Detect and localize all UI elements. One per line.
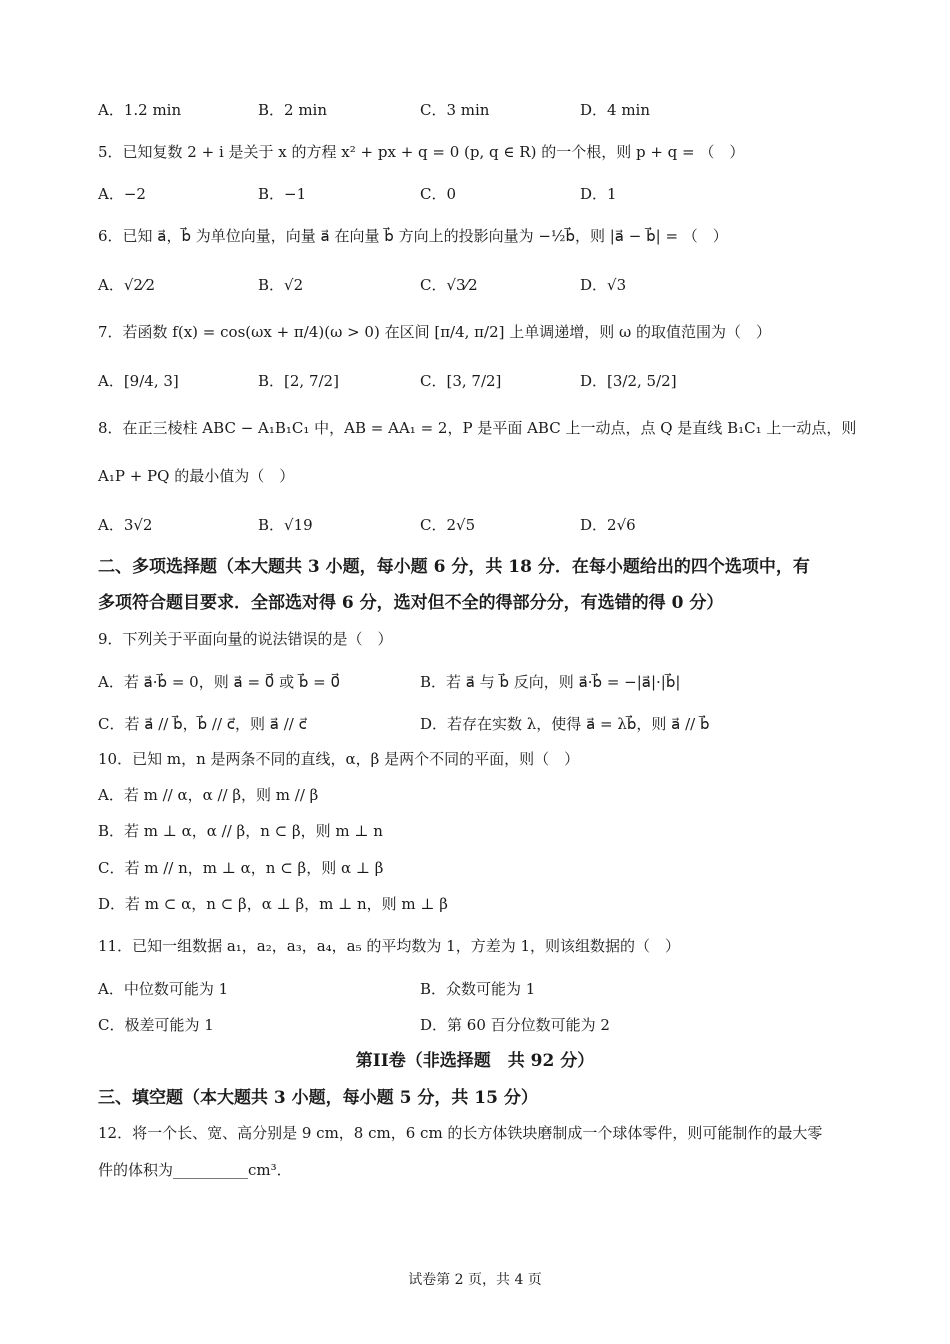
page-footer: 试卷第 2 页，共 4 页 (408, 1272, 542, 1288)
q10-option-b: B．若 m ⊥ α，α // β，n ⊂ β，则 m ⊥ n (98, 822, 383, 840)
q6-option-d: D．√3 (580, 276, 627, 294)
q9-option-a: A．若 a⃗·b⃗ = 0，则 a⃗ = 0⃗ 或 b⃗ = 0⃗ (98, 673, 341, 691)
q8-option-d: D．2√6 (580, 516, 636, 534)
q6-option-b: B．√2 (258, 276, 304, 294)
q10-option-c: C．若 m // n，m ⊥ α，n ⊂ β，则 α ⊥ β (98, 859, 384, 877)
q10-stem: 10．已知 m，n 是两条不同的直线，α，β 是两个不同的平面，则（ ） (98, 750, 580, 768)
q10-option-a: A．若 m // α，α // β，则 m // β (98, 786, 319, 804)
q7-stem: 7．若函数 f(x) = cos(ωx + π/4)(ω > 0) 在区间 [π/4, π/2] 上单调递增，则 ω 的取值范围为（ ） (98, 323, 772, 341)
q9-option-c: C．若 a⃗ // b⃗，b⃗ // c⃗，则 a⃗ // c⃗ (98, 715, 307, 733)
q10-option-d: D．若 m ⊂ α，n ⊂ β，α ⊥ β，m ⊥ n，则 m ⊥ β (98, 895, 448, 913)
q5-option-a: A．−2 (98, 185, 146, 203)
q11-stem: 11．已知一组数据 a₁，a₂，a₃，a₄，a₅ 的平均数为 1，方差为 1，则该组数据的（ ） (98, 937, 681, 955)
q6-stem: 6．已知 a⃗，b⃗ 为单位向量，向量 a⃗ 在向量 b⃗ 方向上的投影向量为 −½b⃗，则 |a⃗ − b⃗| = （ ） (98, 227, 728, 245)
section2-heading: 二、多项选择题（本大题共 3 小题，每小题 6 分，共 18 分．在每小题给出的四个选项中，有 (98, 557, 810, 577)
q9-option-d: D．若存在实数 λ，使得 a⃗ = λb⃗，则 a⃗ // b⃗ (420, 715, 710, 733)
q4-option-a: A．1.2 min (98, 101, 182, 119)
section2-heading-continued: 多项符合题目要求．全部选对得 6 分，选对但不全的得部分分，有选错的得 0 分） (98, 593, 724, 613)
q9-stem: 9．下列关于平面向量的说法错误的是（ ） (98, 630, 393, 648)
q8-stem-continued: A₁P + PQ 的最小值为（ ） (98, 467, 295, 485)
q4-option-d: D．4 min (580, 101, 651, 119)
q6-option-c: C．√3⁄2 (420, 276, 478, 294)
q5-option-c: C．0 (420, 185, 457, 203)
q8-option-b: B．√19 (258, 516, 313, 534)
section3-heading: 三、填空题（本大题共 3 小题，每小题 5 分，共 15 分） (98, 1088, 538, 1108)
q8-option-c: C．2√5 (420, 516, 476, 534)
q12-stem: 12．将一个长、宽、高分别是 9 cm，8 cm，6 cm 的长方体铁块磨制成一个球体零件，则可能制作的最大零 (98, 1124, 823, 1142)
q11-option-d: D．第 60 百分位数可能为 2 (420, 1016, 610, 1034)
q9-option-b: B．若 a⃗ 与 b⃗ 反向，则 a⃗·b⃗ = −|a⃗|·|b⃗| (420, 673, 681, 691)
q7-option-d: D．[3/2, 5/2] (580, 372, 677, 390)
q8-stem: 8．在正三棱柱 ABC − A₁B₁C₁ 中，AB = AA₁ = 2，P 是平面 ABC 上一动点，点 Q 是直线 B₁C₁ 上一动点，则 (98, 419, 857, 437)
q11-option-b: B．众数可能为 1 (420, 980, 536, 998)
q5-option-d: D．1 (580, 185, 617, 203)
q6-option-a: A．√2⁄2 (98, 276, 155, 294)
q11-option-a: A．中位数可能为 1 (98, 980, 229, 998)
q11-option-c: C．极差可能为 1 (98, 1016, 214, 1034)
q7-option-b: B．[2, 7/2] (258, 372, 339, 390)
q5-stem: 5．已知复数 2 + i 是关于 x 的方程 x² + px + q = 0 (p, q ∈ R) 的一个根，则 p + q = （ ） (98, 143, 745, 161)
q12-stem-continued: 件的体积为__________cm³． (98, 1161, 292, 1179)
part2-title: 第II卷（非选择题 共 92 分） (355, 1051, 595, 1071)
q4-option-b: B．2 min (258, 101, 328, 119)
q7-option-a: A．[9/4, 3] (98, 372, 179, 390)
q7-option-c: C．[3, 7/2] (420, 372, 502, 390)
q5-option-b: B．−1 (258, 185, 307, 203)
q4-option-c: C．3 min (420, 101, 490, 119)
q8-option-a: A．3√2 (98, 516, 153, 534)
